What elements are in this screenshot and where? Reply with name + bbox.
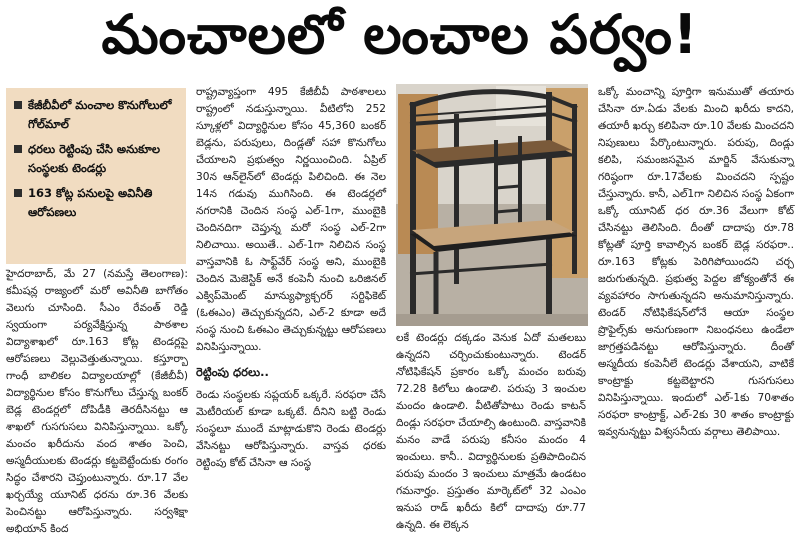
article-column-2: [196, 84, 386, 470]
highlight-text: కేజీబీవీలో మంచాల కొనుగోలులో గోల్‌మాల్: [28, 98, 172, 131]
highlights-box: [6, 88, 186, 264]
square-bullet-icon: [14, 101, 22, 109]
square-bullet-icon: [14, 145, 22, 153]
article-paragraph: ఒక్కో మంచాన్ని పూర్తిగా ఇనుముతో తయారు చేసినా రూ.ఏడు వేలకు మించి ఖరీదు కాదని, తయారీ ఖర్చు కలిపినా రూ.10 వేలకు మించదని నిపుణులు పేర్కొంటున్నారు. పరుపు, దిండ్లు కలిపి, సమంజసమైన మార్జిన్ వేసుకున్నా గరిష్ఠంగా రూ.17వేలకు మించదని స్పష్టం చేస్తున్నారు. కానీ, ఎల్1గా నిలిచిన సంస్థ ఏకంగా ఒక్కో యూనిట్ ధర రూ.36 వేలుగా కోట్ చేసినట్టు తెలిసింది. దీంతో దాదాపు రూ.78 కోట్లతో పూర్తి కావాల్సిన బంకర్ బెడ్ల సరఫరా.. రూ.163 కోట్లకు పెరిగిపోయిందని చర్చ జరుగుతున్నది. ప్రభుత్వ పెద్దల జోక్యంతోనే ఈ వ్యవహారం సాగుతున్నదని అనుమానిస్తున్నారు. టెండర్ నోటిఫికేషన్‌లోనే ఆయా సంస్థల ప్రొఫైల్స్‌కు అనుగుణంగా నిబంధనలు ఉండేలా జాగ్రత్తపడినట్టు ఆరోపిస్తున్నారు. దీంతో అస్మదీయ కంపెనీలే టెండర్లు వేశాయని, వాటికే కాంట్రాక్టు కట్టబెట్టారని గుసగుసలు వినిపిస్తున్నాయి. ఇందులో ఎల్-1కు 70శాతం సరఫరా కాంట్రాక్ట్, ఎల్-2కు 30 శాతం కాంట్రాక్టు ఇవ్వనున్నట్టు విశ్వసనీయ వర్గాలు తెలిపాయి.: [598, 86, 794, 438]
highlight-item: [14, 184, 178, 222]
article-column-1: [6, 266, 188, 535]
highlight-item: [14, 96, 178, 134]
highlight-text: ధరలు రెట్టింపు చేసి అనుకూల సంస్థలకు టెండర్లు: [28, 142, 160, 175]
bunk-bed-photo: [396, 84, 588, 326]
square-bullet-icon: [14, 189, 22, 197]
article-paragraph: రాష్ట్రవ్యాప్తంగా 495 కేజీబీవీ పాఠశాలలు రాష్ట్రంలో నడుస్తున్నాయి. వీటిలోని 252 స్కూళ్లలో విద్యార్థినుల కోసం 45,360 బంకర్ బెడ్లను, పరుపులు, దిండ్లతో సహా కొనుగోలు చేయాలని ప్రభుత్వం నిర్ణయించింది. ఏప్రిల్ 30న ఆన్‌లైన్‌లో టెండర్లు పిలిచింది. ఈ నెల 14న గడువు ముగిసింది. ఈ టెండర్లలో నగరానికి చెందిన సంస్థ ఎల్-1గా, ముంబైకి చెందినదిగా చెప్తున్న మరో సంస్థ ఎల్-2గా నిలిచాయి. అయితే.. ఎల్-1గా నిలిచిన సంస్థ వాస్తవానికి ఓ సాఫ్ట్‌వేర్ సంస్థ అని, ముంబైకి చెందిన మెజెస్టిక్ అనే కంపెనీ నుంచి ఒరిజినల్ ఎక్విప్‌మెంట్ మాన్యుఫ్యాక్చరర్ సర్టిఫికెట్ (ఓఈఎం) తెచ్చుకున్నదని, ఎల్-2 కూడా అదే సంస్థ నుంచి ఓఈఎం తెచ్చుకున్నట్టు ఆరోపణలు వినిపిస్తున్నాయి.: [196, 86, 386, 353]
article-paragraph: హైదరాబాద్, మే 27 (నమస్తే తెలంగాణ): కమీషన్ల రాజ్యంలో మరో అవినీతి బాగోతం వెలుగు చూసింది. సీఎం రేవంత్ రెడ్డి స్వయంగా పర్యవేక్షిస్తున్న పాఠశాల విద్యాశాఖలో రూ.163 కోట్ల టెండర్లపై ఆరోపణలు వెల్లువెత్తుతున్నాయి. కస్తూర్బా గాంధీ బాలికల విద్యాలయాల్లో (కేజీబీవీ) విద్యార్థినుల కోసం కొనుగోలు చేస్తున్న బంకర్ బెడ్ల టెండర్లలో దోపిడీకి తెరదీసినట్టు ఆ శాఖలో గుసగుసలు వినిపిస్తున్నాయి. ఒక్కో మంచం ఖరీదును వంద శాతం పెంచి, అస్మదీయులకు టెండర్లు కట్టబెట్టేందుకు రంగం సిద్ధం చేశారని చెప్తుంటున్నారు. రూ.17 వేల ఖర్చయ్యే యూనిట్ ధరను రూ.36 వేలకు పెంచినట్టు ఆరోపిస్తున్నారు. సర్వశిక్షా అభియాన్ కింద: [6, 268, 188, 535]
article-paragraph: లకే టెండర్లు దక్కడం వెనుక ఏదో మతలబు ఉన్నదని చర్చించుకుంటున్నారు. టెండర్ నోటిఫికేషన్ ప్రకారం ఒక్కో మంచం బరువు 72.28 కిలోలు ఉండాలి. పరుపు 3 ఇంచుల మందం ఉండాలి. వీటితోపాటు రెండు కాటన్ దిండ్లు సరఫరా చేయాల్సి ఉంటుంది. వాస్తవానికి మనం వాడే పరుపు కనీసం మందం 4 ఇంచులు. కానీ.. విద్యార్థినులకు ప్రతిపాదించిన పరుపు మందం 3 ఇంచులు మాత్రమే ఉండటం గమనార్హం. ప్రస్తుతం మార్కెట్‌లో 32 ఎంఎం ఇనుప రాడ్ ఖరీదు కిలో దాదాపు రూ.77 ఉన్నది. ఈ లెక్కన: [396, 332, 586, 531]
article-column-3: [396, 330, 586, 531]
headline: మంచాలలో లంచాల పర్వం!: [101, 2, 699, 66]
bunk-bed-illustration: [396, 84, 588, 326]
article-paragraph: రెండు సంస్థలకు సప్లయర్ ఒక్కరే. సరఫరా చేసే మెటీరియల్ కూడా ఒక్కటే. దీనిని బట్టి రెండు సంస్థలూ ముందే మాట్లాడుకొని రెండు టెండర్లు వేసినట్టు ఆరోపిస్తున్నారు. వాస్తవ ధరకు రెట్టింపు కోట్ చేసినా ఆ సంస్థ: [196, 389, 386, 469]
highlight-item: [14, 140, 178, 178]
subheading: రెట్టింపు ధరలు..: [196, 365, 269, 379]
highlight-text: 163 కోట్ల పనులపై అవినీతి ఆరోపణలు: [28, 186, 153, 219]
article-column-4: [598, 84, 794, 470]
